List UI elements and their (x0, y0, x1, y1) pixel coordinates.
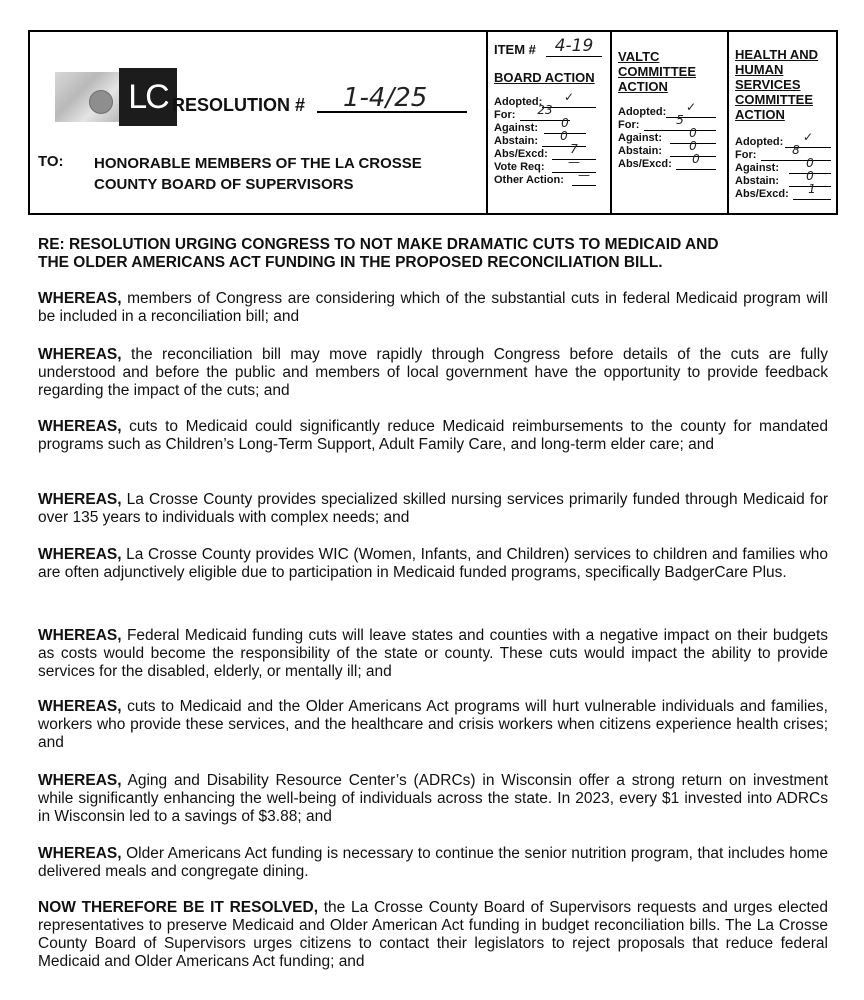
whereas-label: WHEREAS, (38, 772, 122, 789)
whereas-label: WHEREAS, (38, 491, 122, 508)
whereas-label: WHEREAS, (38, 346, 122, 363)
board-action-column (494, 32, 604, 187)
to-line: COUNTY BOARD OF SUPERVISORS (94, 176, 354, 193)
whereas-paragraph (38, 546, 828, 582)
whereas-paragraph (38, 346, 828, 400)
whereas-text: cuts to Medicaid could significantly reduce Medicaid reimbursements to the county for mandated programs such as Children’s Long-Term Support, Adult Family Care, and long-term elder care; and (38, 418, 828, 453)
vote-label: Adopted: (494, 96, 543, 108)
whereas-paragraph (38, 698, 828, 752)
valtc-title (618, 49, 722, 94)
whereas-text: La Crosse County provides WIC (Women, Infants, and Children) services to children and families who are often adjunctively eligible due to participation in Medicaid funded programs, specifically BadgerCare Plus. (38, 546, 829, 581)
vote-label: Abs/Excd: (735, 188, 789, 200)
to-line: HONORABLE MEMBERS OF THE LA CROSSE (94, 155, 422, 172)
re-line: THE OLDER AMERICANS ACT FUNDING IN THE PROPOSED RECONCILIATION BILL. (38, 254, 663, 271)
whereas-paragraph (38, 290, 828, 326)
vote-value: 0 (806, 156, 814, 170)
whereas-text: cuts to Medicaid and the Older Americans Act programs will hurt vulnerable individuals and families, workers who provide these services, and the healthcare and crisis workers when citizens experience health crises; and (38, 698, 828, 751)
hhs-title-line: COMMITTEE (735, 92, 813, 107)
hhs-title-line: HUMAN (735, 62, 784, 77)
vote-label: Against: (735, 162, 779, 174)
item-line (494, 36, 604, 66)
re-line: RE: RESOLUTION URGING CONGRESS TO NOT MAKE DRAMATIC CUTS TO MEDICAID AND (38, 236, 719, 253)
vote-label: Abstain: (735, 175, 779, 187)
whereas-text: Older Americans Act funding is necessary to continue the senior nutrition program, that includes home delivered meals and congregate dining. (38, 845, 829, 880)
whereas-paragraph (38, 491, 828, 527)
vote-label: Vote Req: (494, 161, 545, 173)
whereas-paragraph (38, 627, 828, 681)
whereas-label: WHEREAS, (38, 290, 122, 307)
valtc-title-line: ACTION (618, 79, 668, 94)
vote-value: 0 (561, 116, 569, 130)
item-number: 4-19 (546, 36, 602, 57)
resolution-number: 1-4/25 (317, 83, 467, 113)
whereas-text: Federal Medicaid funding cuts will leave states and counties with a negative impact on their budgets as costs would become the responsibility of the state or county. These cuts would impact the ability to provide services for the disabled, elderly, or mentally ill; and (38, 627, 828, 680)
vote-value: 0 (806, 169, 814, 183)
to-recipient (94, 153, 422, 195)
header-box (28, 30, 838, 215)
to-label: TO: (38, 153, 64, 170)
vote-value: — (578, 168, 590, 182)
vote-label: For: (735, 149, 757, 161)
vote-value: 0 (689, 139, 697, 153)
vote-value: 0 (692, 152, 700, 166)
logo-mark: LC (119, 68, 177, 126)
vote-value: 0 (560, 129, 568, 143)
vote-label: Adopted: (618, 106, 667, 118)
re-subject (38, 236, 828, 272)
vote-label: Other Action: (494, 174, 564, 186)
vote-value: — (568, 155, 580, 169)
valtc-title-line: COMMITTEE (618, 64, 696, 79)
board-action-title: BOARD ACTION (494, 70, 595, 85)
vote-label: Abs/Excd: (494, 148, 548, 160)
whereas-paragraph (38, 418, 828, 454)
vote-label: For: (494, 109, 516, 121)
whereas-paragraph (38, 845, 828, 881)
hhs-title-line: ACTION (735, 107, 785, 122)
whereas-label: WHEREAS, (38, 845, 122, 862)
vote-value: 1 (808, 182, 816, 196)
hhs-title-line: SERVICES (735, 77, 801, 92)
vote-value: 5 (676, 113, 684, 127)
whereas-label: WHEREAS, (38, 546, 122, 563)
whereas-label: WHEREAS, (38, 627, 122, 644)
vote-value: 23 (537, 103, 553, 117)
vote-value: ✓ (802, 130, 814, 144)
hhs-vote-rows (735, 130, 835, 201)
valtc-title-line: VALTC (618, 49, 660, 64)
vote-value: ✓ (685, 100, 697, 114)
vote-value: 8 (792, 143, 800, 157)
whereas-label: WHEREAS, (38, 418, 122, 435)
vote-value: 7 (570, 142, 578, 156)
vote-label: Against: (494, 122, 538, 134)
whereas-text: the reconciliation bill may move rapidly through Congress before details of the cuts are fully understood and before the public and members of local government have the opportunity to provide feedback regarding the impact of the cuts; and (38, 346, 829, 399)
county-logo (55, 68, 185, 126)
resolved-text: the La Crosse County Board of Supervisors requests and urges elected representatives to preserve Medicaid and Older American Act funding in budget reconciliation bills. The La Crosse County Board of Supervisors urges citizens to contact their legislators to reject proposals that reduce federal Medicaid and Older Americans Act funding; and (38, 899, 829, 970)
hhs-title-line: HEALTH AND (735, 47, 819, 62)
vote-label: Abstain: (618, 145, 662, 157)
resolution-label: RESOLUTION # (172, 95, 306, 115)
item-label: ITEM # (494, 42, 536, 57)
vote-label: Abstain: (494, 135, 538, 147)
vote-value: 0 (689, 126, 697, 140)
whereas-text: Aging and Disability Resource Center’s (ADRCs) in Wisconsin offer a strong return on investment while significantly enhancing the well-being of individuals across the state. In 2023, every $1 invested into ADRCs in Wisconsin led to a savings of $3.88; and (38, 772, 829, 825)
valtc-vote-rows (618, 100, 722, 171)
resolved-label: NOW THEREFORE BE IT RESOLVED, (38, 899, 319, 916)
vote-value: ✓ (563, 90, 575, 104)
whereas-text: La Crosse County provides specialized skilled nursing services primarily funded through Medicaid for over 135 years to individuals with complex needs; and (38, 491, 828, 526)
valtc-column (618, 32, 722, 171)
board-vote-rows (494, 90, 604, 187)
hhs-title (735, 47, 835, 122)
vote-label: Against: (618, 132, 662, 144)
resolved-paragraph (38, 899, 828, 971)
whereas-paragraph (38, 772, 828, 826)
divider (610, 32, 612, 213)
divider (486, 32, 488, 213)
vote-label: Abs/Excd: (618, 158, 672, 170)
divider (727, 32, 729, 213)
whereas-label: WHEREAS, (38, 698, 122, 715)
whereas-text: members of Congress are considering which of the substantial cuts in federal Medicaid program will be included in a reconciliation bill; and (38, 290, 828, 325)
vote-label: For: (618, 119, 640, 131)
vote-label: Adopted: (735, 136, 784, 148)
hhs-column (735, 32, 835, 201)
